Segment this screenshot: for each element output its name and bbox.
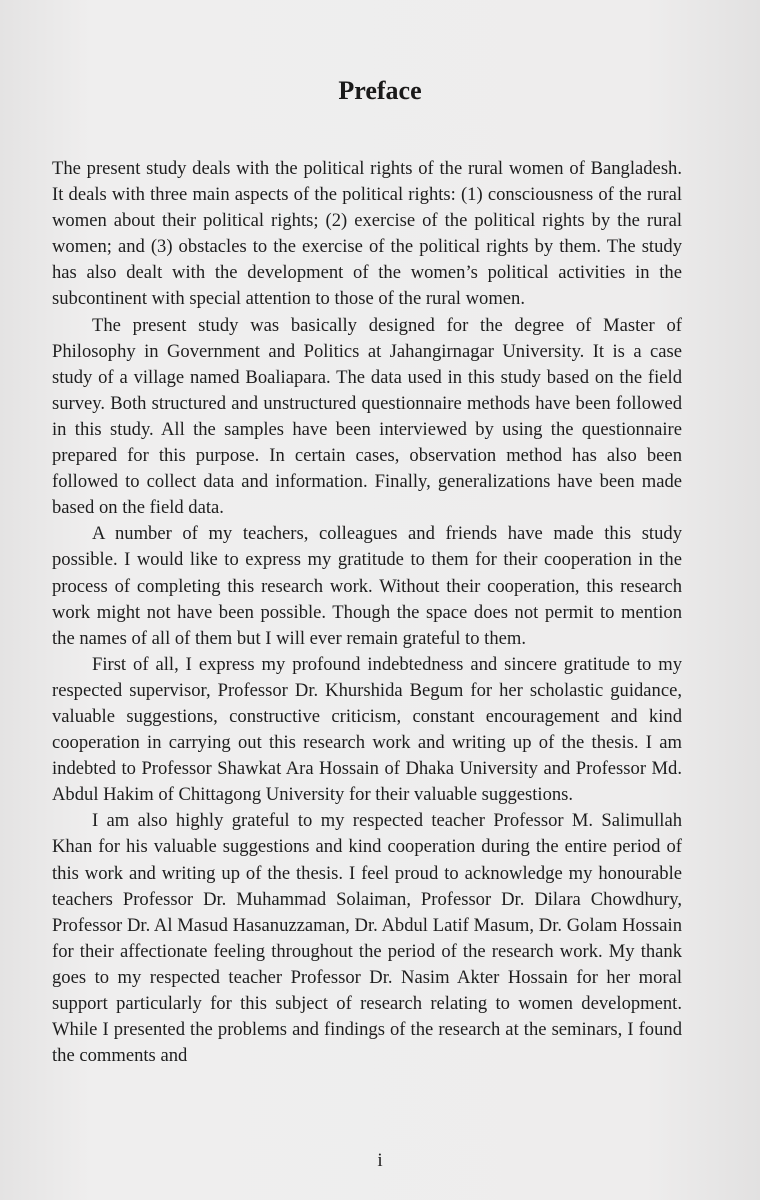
paragraph-5: I am also highly grateful to my respected teacher Professor M. Salimullah Khan for his valuable suggestions and kind cooperation during the entire period of this work and writing up of the thesis. I feel proud to acknowledge my honourable teachers Professor Dr. Muhammad Solaiman, Professor Dr. Dilara Chowdhury, Professor Dr. Al Masud Hasanuzzaman, Dr. Abdul Latif Masum, Dr. Golam Hossain for their affectionate feeling throughout the period of the research work. My thank goes to my respected teacher Professor Dr. Nasim Akter Hossain for her moral support particularly for this subject of research relating to women development. While I presented the problems and findings of the research at the seminars, I found the comments and [52, 810, 682, 1067]
paragraph-4: First of all, I express my profound indebtedness and sincere gratitude to my respected supervisor, Professor Dr. Khurshida Begum for her scholastic guidance, valuable suggestions, constructive criticism, constant encouragement and kind cooperation in carrying out this research work and writing up of the thesis. I am indebted to Professor Shawkat Ara Hossain of Dhaka University and Professor Md. Abdul Hakim of Chittagong University for their valuable suggestions. [52, 653, 682, 806]
page-title: Preface [338, 76, 422, 105]
paragraph-1: The present study deals with the political rights of the rural women of Bangladesh. It deals with three main aspects of the political rights: (1) consciousness of the rural women about their political rights; (2) exercise of the political rights by the rural women; and (3) obstacles to the exercise of the political rights by them. The study has also dealt with the development of the women’s political activities in the subcontinent with special attention to those of the rural women. [52, 158, 682, 310]
page-number: i [377, 1150, 383, 1171]
preface-body [52, 156, 682, 1069]
paragraph-2: The present study was basically designed for the degree of Master of Philosophy in Government and Politics at Jahangirnagar University. It is a case study of a village named Boaliapara. The data used in this study based on the field survey. Both structured and unstructured questionnaire methods have been followed in this study. All the samples have been interviewed by using the questionnaire prepared for this purpose. In certain cases, observation method has also been followed to collect data and information. Finally, generalizations have been made based on the field data. [52, 314, 682, 519]
paragraph-3: A number of my teachers, colleagues and friends have made this study possible. I would like to express my gratitude to them for their cooperation in the process of completing this research work. Without their cooperation, this research work might not have been possible. Though the space does not permit to mention the names of all of them but I will ever remain grateful to them. [52, 523, 682, 649]
